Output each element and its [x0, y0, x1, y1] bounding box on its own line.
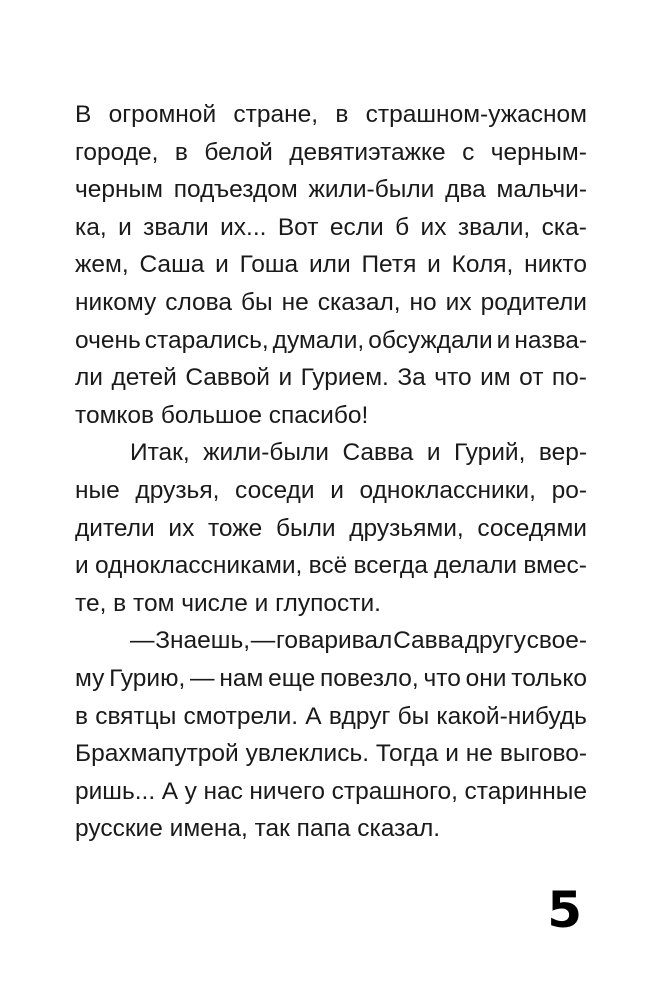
- text-line: и одноклассниками, всё всегда делали вмес-: [75, 552, 587, 580]
- text-line: В огромной стране, в страшном-ужасном: [75, 101, 587, 128]
- text-line: те, в том числе и глупости.: [75, 589, 381, 617]
- text-line: ли детей Саввой и Гурием. За что им от по-: [75, 364, 587, 392]
- text-line: очень старались, думали, обсуждали и назва-: [75, 326, 587, 354]
- text-line: Итак, жили-были Савва и Гурий, вер-: [130, 439, 587, 467]
- text-line: никому слова бы не сказал, но их родители: [75, 288, 587, 316]
- text-line: ка, и звали их... Вот если б их звали, ска-: [75, 213, 587, 241]
- text-line: городе, в белой девятиэтажке с черным-: [75, 138, 587, 166]
- page-number: 5: [547, 881, 582, 939]
- text-line: — Знаешь, — говаривал Савва другу свое-: [130, 627, 587, 655]
- text-line: томков большое спасибо!: [75, 401, 369, 429]
- text-line: русские имена, так папа сказал.: [75, 815, 441, 843]
- text-line: ришь... А у нас ничего страшного, старинные: [75, 777, 587, 805]
- text-line: ные друзья, соседи и одноклассники, ро-: [75, 476, 587, 504]
- text-line: черным подъездом жили-были два мальчи-: [75, 176, 587, 204]
- paragraph: [75, 622, 587, 848]
- text-line: дители их тоже были друзьями, соседями: [75, 514, 587, 542]
- text-line: Брахмапутрой увлеклись. Тогда и не выгово-: [75, 740, 587, 768]
- body-text: [75, 96, 587, 848]
- text-line: му Гурию, — нам еще повезло, что они только: [75, 664, 587, 692]
- text-line: жем, Саша и Гоша или Петя и Коля, никто: [75, 251, 587, 279]
- paragraph: [75, 434, 587, 622]
- paragraph: [75, 96, 587, 434]
- text-line: в святцы смотрели. А вдруг бы какой-нибудь: [75, 702, 587, 730]
